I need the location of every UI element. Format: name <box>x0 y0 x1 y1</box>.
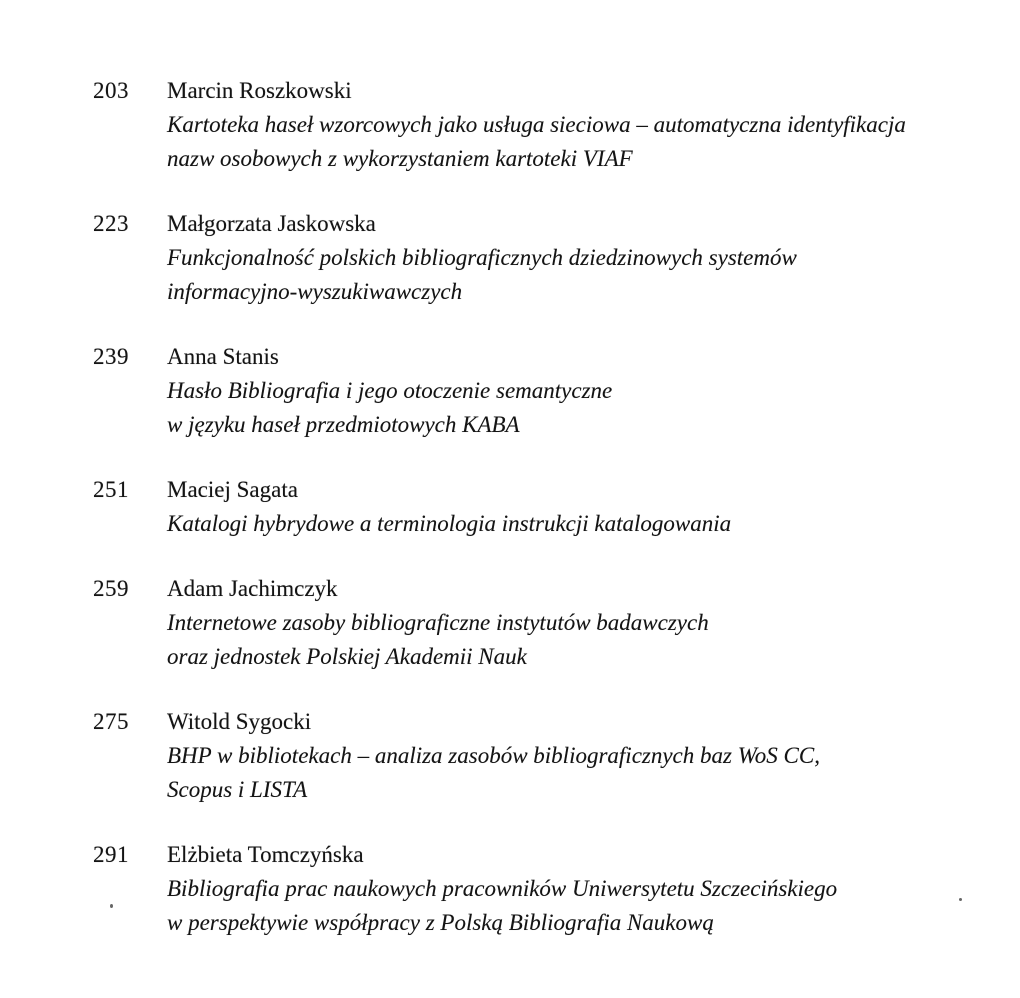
toc-title-line: informacyjno-wyszukiwawczych <box>167 279 463 304</box>
toc-entry <box>93 473 980 541</box>
toc-entry-body <box>167 473 980 541</box>
toc-author: Małgorzata Jaskowska <box>167 211 376 236</box>
toc-entry <box>93 207 980 309</box>
toc-entry-body <box>167 705 980 807</box>
toc-author: Adam Jachimczyk <box>167 576 338 601</box>
toc-author: Maciej Sagata <box>167 477 298 502</box>
toc-author: Marcin Roszkowski <box>167 78 352 103</box>
toc-page-number: 239 <box>93 344 129 369</box>
toc-page-number: 223 <box>93 211 129 236</box>
toc-entry <box>93 74 980 176</box>
toc-author: Elżbieta Tomczyńska <box>167 842 364 867</box>
toc-title <box>167 108 980 176</box>
toc-entry <box>93 705 980 807</box>
toc-title <box>167 241 980 309</box>
toc-title-line: Bibliografia prac naukowych pracowników Uniwersytetu Szczecińskiego <box>167 876 838 901</box>
toc-entry-body <box>167 207 980 309</box>
toc-entry <box>93 340 980 442</box>
toc-entry <box>93 838 980 940</box>
toc-title <box>167 739 980 807</box>
toc-title <box>167 606 980 674</box>
toc-title-line: oraz jednostek Polskiej Akademii Nauk <box>167 644 527 669</box>
toc-author: Witold Sygocki <box>167 709 312 734</box>
toc-author: Anna Stanis <box>167 344 279 369</box>
toc-title-line: Katalogi hybrydowe a terminologia instrukcji katalogowania <box>167 511 732 536</box>
toc-title <box>167 374 980 442</box>
toc-title-line: nazw osobowych z wykorzystaniem kartoteki VIAF <box>167 146 633 171</box>
toc-page-number: 259 <box>93 576 129 601</box>
toc-title-line: Internetowe zasoby bibliograficzne instytutów badawczych <box>167 610 709 635</box>
toc-entry-body <box>167 74 980 176</box>
toc-title <box>167 872 980 940</box>
toc-entry <box>93 572 980 674</box>
toc-title-line: Kartoteka haseł wzorcowych jako usługa sieciowa – automatyczna identyfikacja <box>167 112 906 137</box>
toc-page-number: 251 <box>93 477 129 502</box>
scan-artifact-dot <box>110 904 113 908</box>
toc-page-number: 291 <box>93 842 129 867</box>
toc-entry-body <box>167 340 980 442</box>
toc-title <box>167 507 980 541</box>
toc-title-line: Hasło Bibliografia i jego otoczenie semantyczne <box>167 378 613 403</box>
toc-page-number: 275 <box>93 709 129 734</box>
toc-title-line: BHP w bibliotekach – analiza zasobów bibliograficznych baz WoS CC, <box>167 743 820 768</box>
toc-list <box>93 74 980 971</box>
toc-title-line: w języku haseł przedmiotowych KABA <box>167 412 520 437</box>
toc-title-line: w perspektywie współpracy z Polską Bibliografia Naukową <box>167 910 714 935</box>
toc-entry-body <box>167 838 980 940</box>
scan-artifact-dot <box>959 898 962 901</box>
toc-page-number: 203 <box>93 78 129 103</box>
toc-title-line: Funkcjonalność polskich bibliograficznych dziedzinowych systemów <box>167 245 797 270</box>
toc-entry-body <box>167 572 980 674</box>
toc-title-line: Scopus i LISTA <box>167 777 308 802</box>
